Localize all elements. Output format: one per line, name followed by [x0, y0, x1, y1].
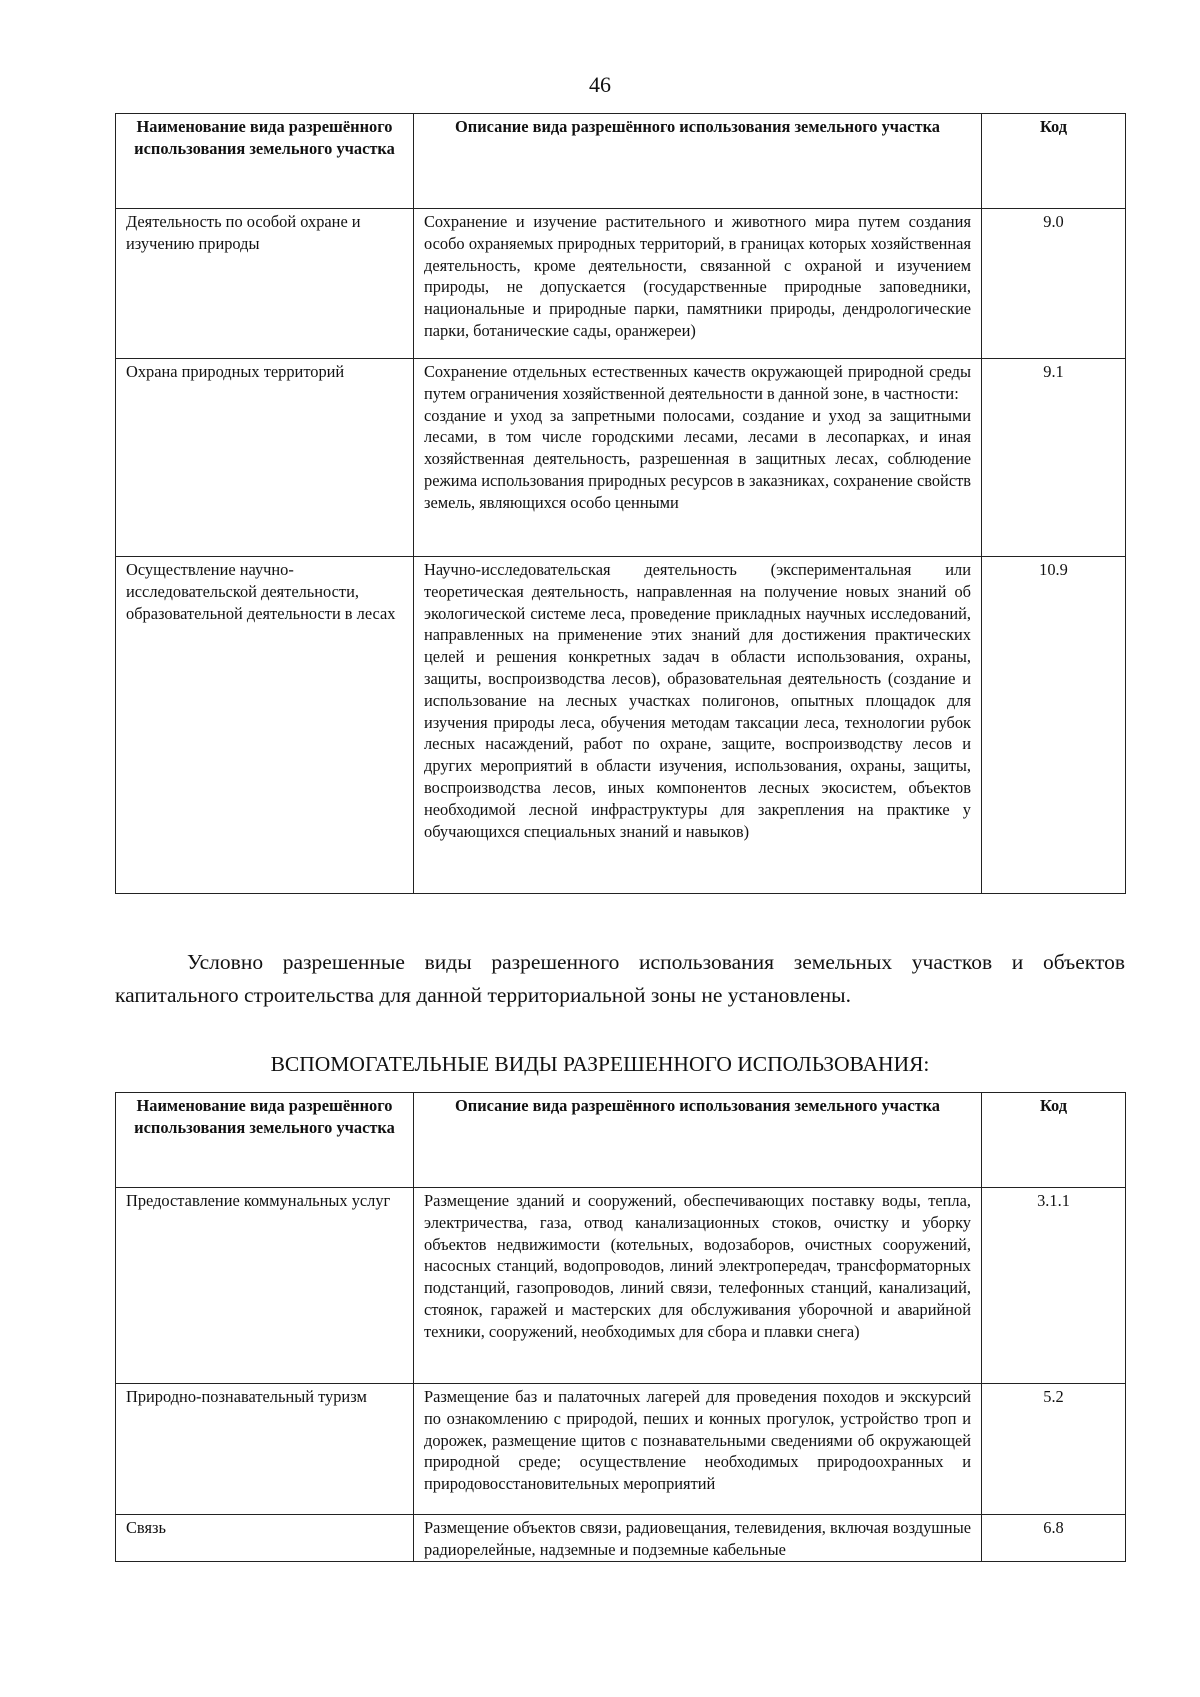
header-code: Код — [982, 114, 1126, 209]
header-code: Код — [982, 1093, 1126, 1188]
auxiliary-uses-heading: ВСПОМОГАТЕЛЬНЫЕ ВИДЫ РАЗРЕШЕННОГО ИСПОЛЬЗОВАНИЯ: — [270, 1052, 930, 1076]
table-header-row — [116, 1093, 1126, 1188]
header-description: Описание вида разрешённого использования земельного участка — [414, 1093, 982, 1188]
use-description: Размещение объектов связи, радиовещания, телевидения, включая воздушные радиорелейные, надземные и подземные кабельные — [414, 1515, 982, 1562]
page-number: 46 — [589, 72, 611, 97]
conditional-uses-note — [115, 946, 1125, 1012]
table-row — [116, 209, 1126, 359]
use-description: Сохранение и изучение растительного и животного мира путем создания особо охраняемых природных территорий, в границах которых хозяйственная деятельность, кроме деятельности, связанной с охраной и изучением природы, не допускается (государственные природные заповедники, национальные и природные парки, памятники природы, дендрологические парки, ботанические сады, оранжереи) — [414, 209, 982, 359]
main-permitted-uses-table — [115, 113, 1126, 894]
use-code: 9.0 — [982, 209, 1126, 359]
use-name: Предоставление коммунальных услуг — [116, 1188, 414, 1384]
use-name: Природно-познавательный туризм — [116, 1384, 414, 1515]
use-description: Размещение зданий и сооружений, обеспечивающих поставку воды, тепла, электричества, газа, отвод канализационных стоков, очистку и уборку объектов недвижимости (котельных, водозаборов, очистных сооружений, насосных станций, водопроводов, линий электропередач, трансформаторных подстанций, газопроводов, линий связи, телефонных станций, канализаций, стоянок, гаражей и мастерских для обслуживания уборочной и аварийной техники, сооружений, необходимых для сбора и плавки снега) — [414, 1188, 982, 1384]
use-description: Научно-исследовательская деятельность (экспериментальная или теоретическая деятельность, направленная на получение новых знаний об экологической системе леса, проведение прикладных научных исследований, направленных на применение этих знаний для достижения практических целей и решения конкретных задач в области использования, охраны, защиты, воспроизводства лесов), образовательная деятельность (создание и использование на лесных участках полигонов, опытных площадок для изучения природы леса, обучения методам таксации леса, технологии рубок лесных насаждений, работ по охране, защите, воспроизводству лесов и других мероприятий в области изучения, использования, охраны, защиты, воспроизводства лесов, иных компонентов лесных экосистем, объектов необходимой лесной инфраструктуры для закрепления на практике у обучающихся специальных знаний и навыков) — [414, 557, 982, 894]
use-description — [414, 359, 982, 557]
table-row — [116, 1188, 1126, 1384]
use-name: Связь — [116, 1515, 414, 1562]
table-row — [116, 359, 1126, 557]
conditional-uses-text: Условно разрешенные виды разрешенного использования земельных участков и объектов капитального строительства для данной территориальной зоны не установлены. — [115, 950, 1125, 1007]
header-description: Описание вида разрешённого использования земельного участка — [414, 114, 982, 209]
table-row — [116, 1384, 1126, 1515]
table-header-row — [116, 114, 1126, 209]
auxiliary-uses-table — [115, 1092, 1126, 1562]
header-name: Наименование вида разрешённого использования земельного участка — [116, 114, 414, 209]
header-name: Наименование вида разрешённого использования земельного участка — [116, 1093, 414, 1188]
use-description: Размещение баз и палаточных лагерей для проведения походов и экскурсий по ознакомлению с природой, пеших и конных прогулок, устройство троп и дорожек, размещение щитов с познавательными сведениями об окружающей природной среде; осуществление необходимых природоохранных и природовосстановительных мероприятий — [414, 1384, 982, 1515]
use-code: 10.9 — [982, 557, 1126, 894]
table-row — [116, 557, 1126, 894]
table-row — [116, 1515, 1126, 1562]
use-code: 5.2 — [982, 1384, 1126, 1515]
use-code: 9.1 — [982, 359, 1126, 557]
use-code: 3.1.1 — [982, 1188, 1126, 1384]
use-name: Деятельность по особой охране и изучению природы — [116, 209, 414, 359]
use-code: 6.8 — [982, 1515, 1126, 1562]
use-name: Охрана природных территорий — [116, 359, 414, 557]
use-description-detail: создание и уход за запретными полосами, создание и уход за защитными лесами, в том числе городскими лесами, лесами в лесопарках, и иная хозяйственная деятельность, разрешенная в защитных лесах, соблюдение режима использования природных ресурсов в заказниках, сохранение свойств земель, являющихся особо ценными — [424, 405, 971, 512]
use-name: Осуществление научно-исследовательской деятельности, образовательной деятельности в лесах — [116, 557, 414, 894]
use-description-intro: Сохранение отдельных естественных качеств окружающей природной среды путем ограничения хозяйственной деятельности в данной зоне, в частности: — [424, 362, 971, 403]
